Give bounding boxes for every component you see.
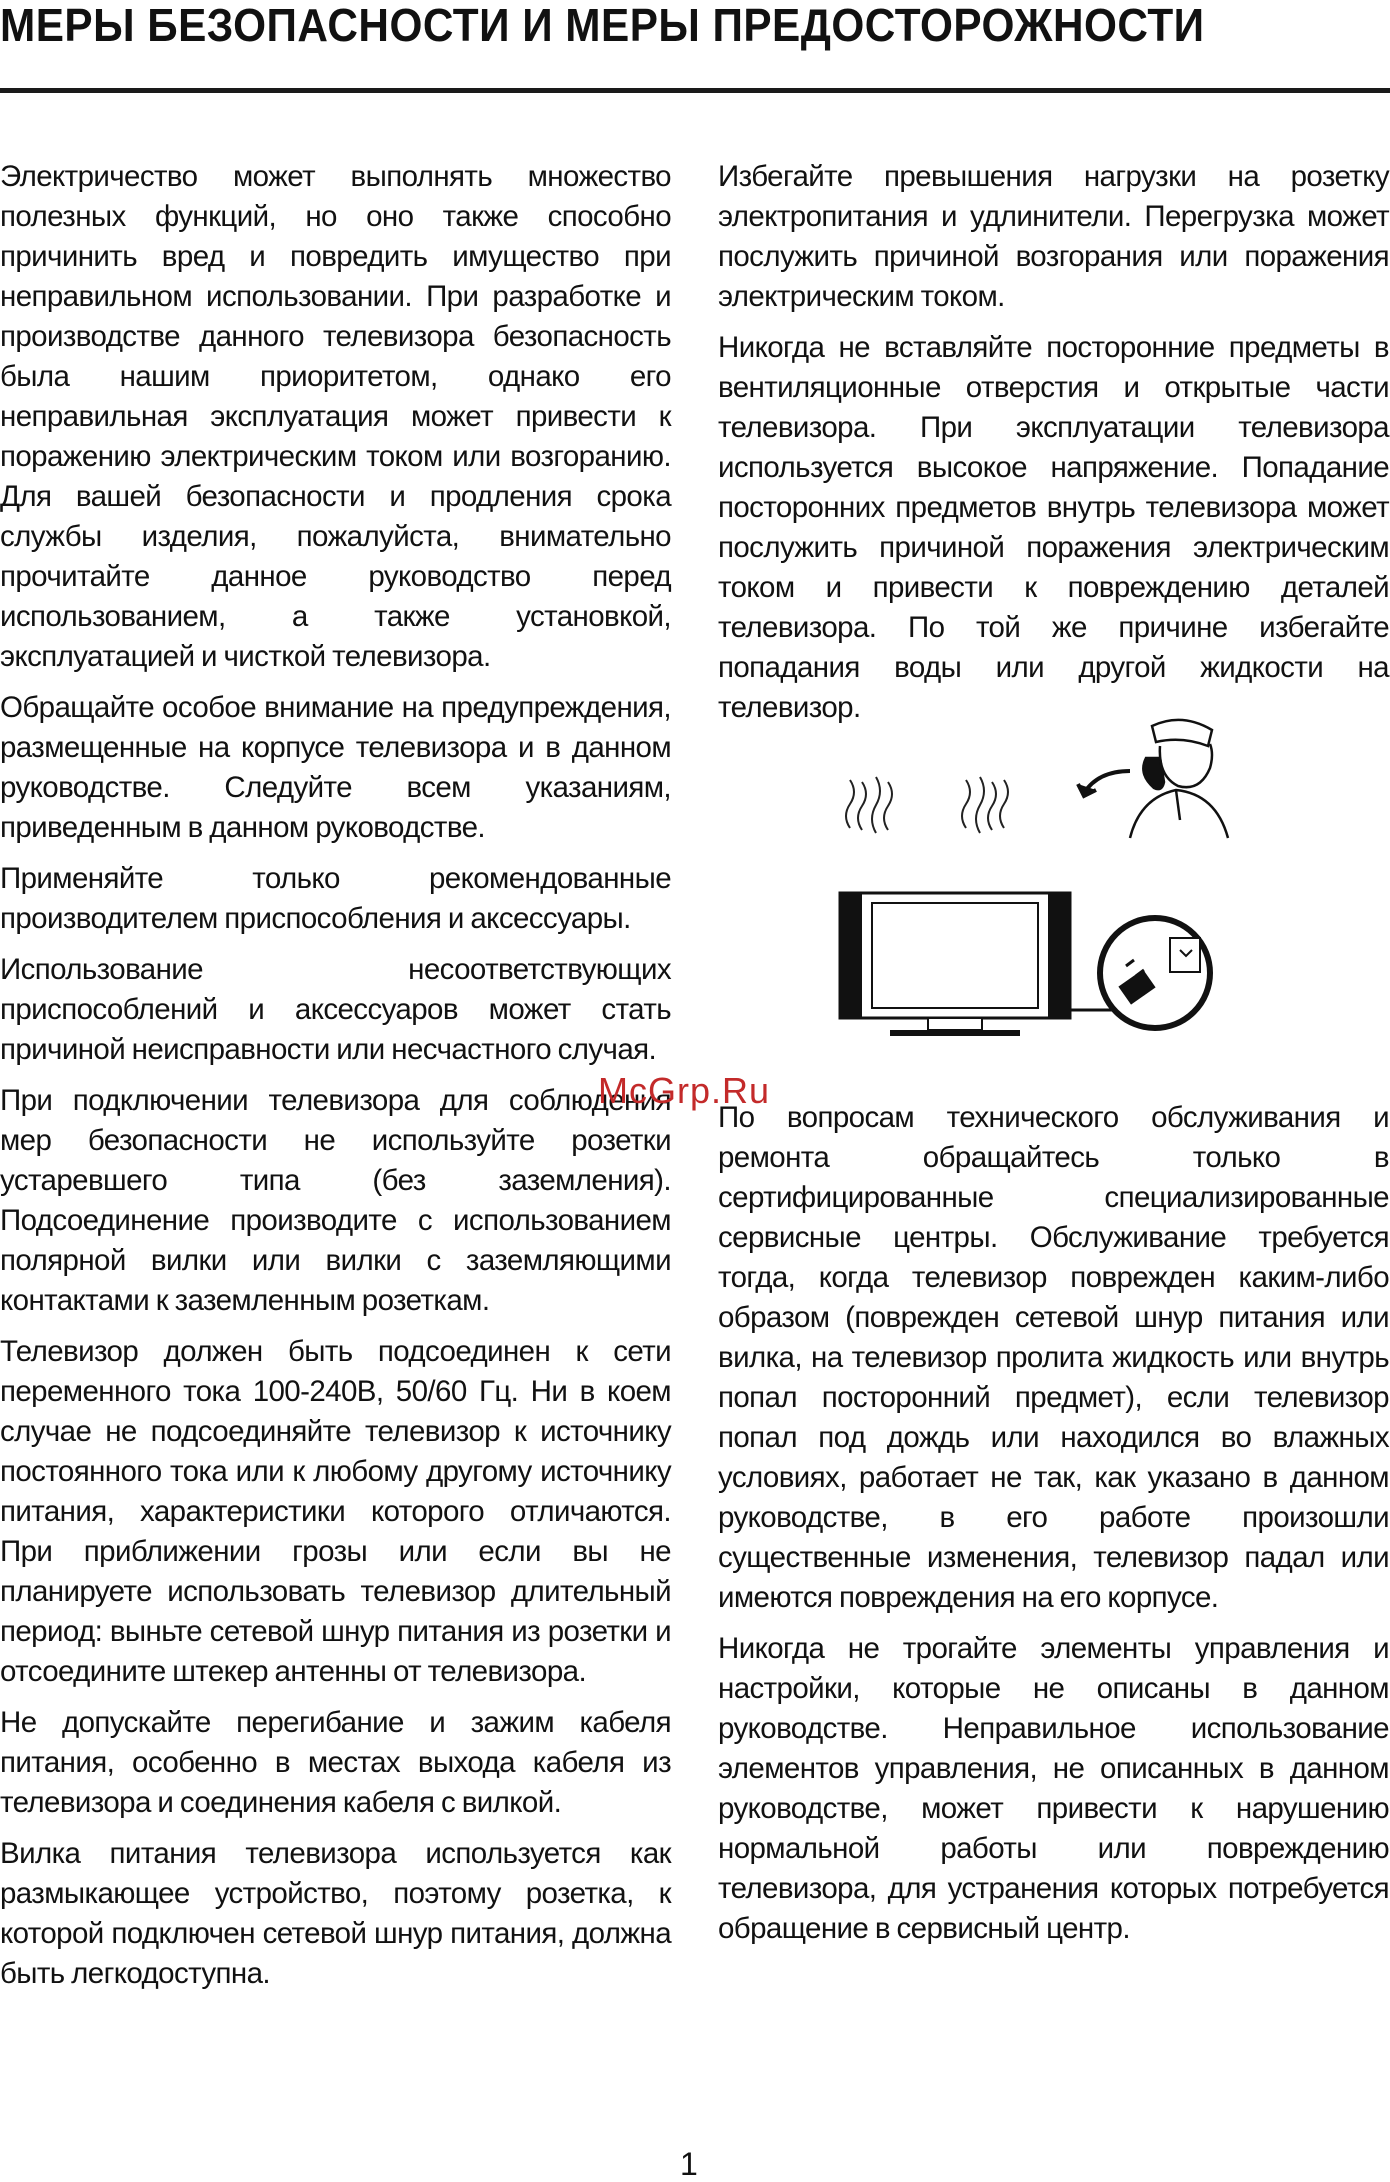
title-divider	[0, 88, 1390, 93]
paragraph-service: По вопросам технического обслуживания и ремонта обращайтесь только в сертифицированные специализированные сервисные центры. Обслуживание требуется тогда, когда телевизор поврежден каким-либо образом (поврежден сетевой шнур питания или вилка, на телевизор пролита жидкость или внутрь попал посторонний предмет), если телевизор попал под дождь или находился во влажных условиях, работает не так, как указано в данном руководстве, в его работе произошли существенные изменения, телевизор падал или имеются повреждения на его корпусе.	[718, 1101, 1389, 1614]
paragraph-controls: Никогда не трогайте элементы управления и настройки, которые не описаны в данном руководстве. Неправильное использование элементов управления, не описанных в данном руководстве, может привести к нарушению нормальной работы или повреждению телевизора, для устранения которых потребуется обращение в сервисный центр.	[718, 1632, 1389, 1945]
paragraph-power-cable: Не допускайте перегибание и зажим кабеля питания, особенно в местах выхода кабеля из телевизора и соединения кабеля с вилкой.	[0, 1706, 671, 1819]
page-number: 1	[680, 2146, 698, 2182]
smoke-icon	[846, 777, 1008, 833]
paragraph-power-plug: Вилка питания телевизора используется как размыкающее устройство, поэтому розетка, к которой подключен сетевой шнур питания, должна быть легкодоступна.	[0, 1837, 671, 1990]
paragraph-foreign-objects: Никогда не вставляйте посторонние предметы в вентиляционные отверстия и открытые части телевизора. При эксплуатации телевизора используется высокое напряжение. Попадание посторонних предметов внутрь телевизора может послужить причиной поражения электрическим током и привести к повреждению деталей телевизора. По той же причине избегайте попадания воды или другой жидкости на телевизор.	[718, 331, 1389, 724]
person-phone-icon	[1130, 720, 1228, 838]
paragraph-unsuitable-accessories: Использование несоответствующих приспособлений и аксессуаров может стать причиной неисправности или несчастного случая.	[0, 953, 671, 1066]
paragraph-accessories: Применяйте только рекомендованные производителем приспособления и аксессуары.	[0, 862, 671, 935]
page-header	[0, 0, 1390, 90]
paragraph-grounding: При подключении телевизора для соблюдения мер безопасности не используйте розетки устаревшего типа (без заземления). Подсоединение производите с использованием полярной вилки или вилки с заземляющими контактами к заземленным розеткам.	[0, 1084, 671, 1317]
watermark: McGrp.Ru	[598, 1070, 771, 1111]
paragraph-warnings: Обращайте особое внимание на предупреждения, размещенные на корпусе телевизора и в данном руководстве. Следуйте всем указаниям, приведенным в данном руководстве.	[0, 691, 671, 844]
socket-plug-icon	[1100, 918, 1210, 1028]
left-column	[0, 157, 671, 2005]
tv-hazard-illustration	[830, 718, 1250, 1048]
paragraph-power-supply: Телевизор должен быть подсоединен к сети переменного тока 100-240В, 50/60 Гц. Ни в коем случае не подсоединяйте телевизор к источнику постоянного тока или к любому другому источнику питания, характеристики которого отличаются. При приближении грозы или если вы не планируете использовать телевизор длительный период: выньте сетевой шнур питания из розетки и отсоедините штекер антенны от телевизора.	[0, 1335, 671, 1688]
paragraph-intro: Электричество может выполнять множество полезных функций, но оно также способно причинить вред и повредить имущество при неправильном использовании. При разработке и производстве данного телевизора безопасность была нашим приоритетом, однако его неправильная эксплуатация может привести к поражению электрическим током или возгоранию. Для вашей безопасности и продления срока службы изделия, пожалуйста, внимательно прочитайте данное руководство перед использованием, а также установкой, эксплуатацией и чисткой телевизора.	[0, 160, 671, 673]
arrow-icon	[1078, 771, 1130, 796]
right-column-bottom	[718, 1098, 1389, 1960]
tv-icon	[840, 893, 1070, 1036]
right-column	[718, 157, 1389, 739]
paragraph-overload: Избегайте превышения нагрузки на розетку электропитания и удлинители. Перегрузка может послужить причиной возгорания или поражения электрическим током.	[718, 160, 1389, 313]
page-title: МЕРЫ БЕЗОПАСНОСТИ И МЕРЫ ПРЕДОСТОРОЖНОСТИ	[0, 0, 1205, 51]
